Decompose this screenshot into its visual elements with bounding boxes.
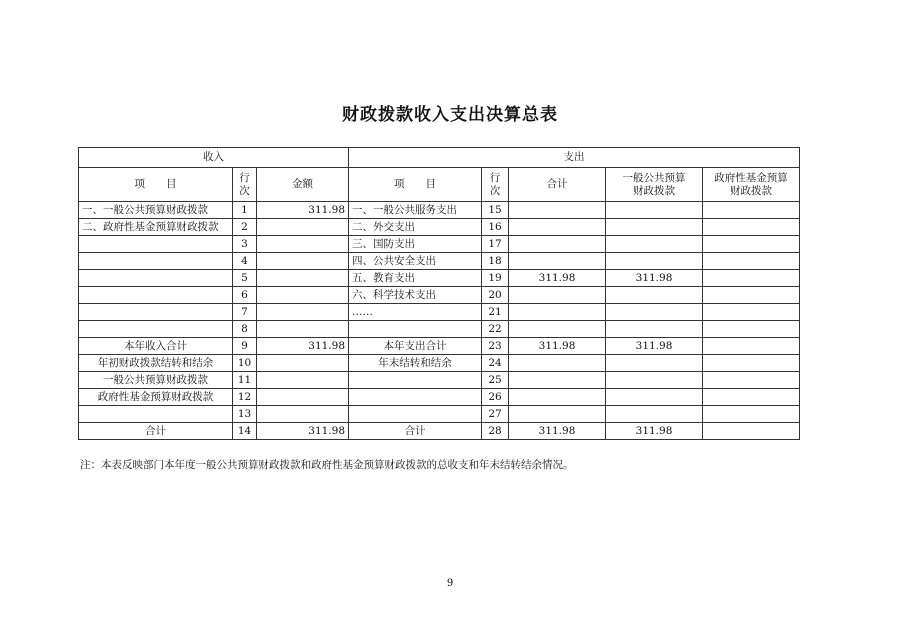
income-amount-cell: 311.98 (257, 202, 349, 219)
fund-budget-cell (703, 236, 800, 253)
table-row (79, 219, 800, 236)
expense-row-no-cell: 25 (482, 372, 509, 389)
income-item-cell: 本年收入合计 (79, 338, 233, 355)
general-budget-cell (606, 372, 703, 389)
income-item-header: 项 目 (79, 168, 233, 202)
page-title: 财政拨款收入支出决算总表 (342, 105, 558, 125)
general-budget-header (606, 168, 703, 202)
expense-row-no-cell: 27 (482, 406, 509, 423)
general-budget-cell (606, 219, 703, 236)
income-amount-cell (257, 304, 349, 321)
income-amount-cell (257, 321, 349, 338)
income-item-cell (79, 270, 233, 287)
income-item-cell: 年初财政拨款结转和结余 (79, 355, 233, 372)
table-row (79, 372, 800, 389)
income-item-cell (79, 253, 233, 270)
income-row-no-cell: 3 (233, 236, 257, 253)
fund-budget-cell (703, 219, 800, 236)
general-budget-cell (606, 406, 703, 423)
expense-total-cell (509, 355, 606, 372)
general-budget-cell (606, 321, 703, 338)
expense-item-cell: 一、一般公共服务支出 (349, 202, 482, 219)
table-row (79, 202, 800, 219)
expense-item-header: 项 目 (349, 168, 482, 202)
general-budget-cell: 311.98 (606, 338, 703, 355)
expense-item-cell: 四、公共安全支出 (349, 253, 482, 270)
income-item-cell: 二、政府性基金预算财政拨款 (79, 219, 233, 236)
fund-budget-cell (703, 253, 800, 270)
fund-budget-cell (703, 389, 800, 406)
expense-row-no-cell: 15 (482, 202, 509, 219)
expense-total-cell (509, 372, 606, 389)
expense-row-no-cell: 18 (482, 253, 509, 270)
expense-item-cell: 五、教育支出 (349, 270, 482, 287)
fund-budget-cell (703, 355, 800, 372)
expense-total-cell: 311.98 (509, 423, 606, 440)
table-row (79, 423, 800, 440)
expense-item-cell (349, 389, 482, 406)
expense-total-cell (509, 236, 606, 253)
expense-total-cell: 311.98 (509, 270, 606, 287)
expense-item-cell: 二、外交支出 (349, 219, 482, 236)
income-row-no-header (233, 168, 257, 202)
table-row (79, 406, 800, 423)
general-budget-cell (606, 389, 703, 406)
income-amount-cell (257, 287, 349, 304)
expense-row-no-cell: 28 (482, 423, 509, 440)
general-budget-cell (606, 304, 703, 321)
table-row (79, 338, 800, 355)
expense-item-cell: 本年支出合计 (349, 338, 482, 355)
general-budget-cell (606, 236, 703, 253)
expense-item-cell (349, 321, 482, 338)
table-row (79, 304, 800, 321)
expense-row-no-cell: 20 (482, 287, 509, 304)
income-row-no-cell: 11 (233, 372, 257, 389)
page-number: 9 (446, 578, 454, 589)
income-amount-cell (257, 270, 349, 287)
income-amount-cell (257, 236, 349, 253)
expense-row-no-cell: 16 (482, 219, 509, 236)
income-amount-cell (257, 253, 349, 270)
income-row-no-cell: 5 (233, 270, 257, 287)
table-row (79, 321, 800, 338)
expense-row-no-cell: 26 (482, 389, 509, 406)
expense-item-cell: 年末结转和结余 (349, 355, 482, 372)
expense-total-cell: 311.98 (509, 338, 606, 355)
table-row (79, 389, 800, 406)
fund-budget-cell (703, 406, 800, 423)
header-row-columns (79, 168, 800, 202)
general-budget-cell (606, 253, 703, 270)
income-row-no-cell: 4 (233, 253, 257, 270)
fund-budget-cell (703, 372, 800, 389)
header-row-sections (79, 148, 800, 168)
expense-total-cell (509, 219, 606, 236)
expense-total-cell (509, 389, 606, 406)
expense-row-no-cell: 17 (482, 236, 509, 253)
table-row (79, 253, 800, 270)
fund-budget-header-top: 政府性基金预算 (714, 171, 788, 184)
income-amount-cell (257, 219, 349, 236)
expense-row-no-cell: 23 (482, 338, 509, 355)
income-row-no-cell: 12 (233, 389, 257, 406)
income-item-cell: 政府性基金预算财政拨款 (79, 389, 233, 406)
expense-row-no-cell: 22 (482, 321, 509, 338)
table-row (79, 355, 800, 372)
income-row-no-cell: 14 (233, 423, 257, 440)
income-row-no-cell: 2 (233, 219, 257, 236)
expense-total-cell (509, 287, 606, 304)
expense-item-cell: …… (349, 304, 482, 321)
fund-budget-cell (703, 338, 800, 355)
income-item-cell (79, 287, 233, 304)
table-row (79, 287, 800, 304)
income-row-no-cell: 7 (233, 304, 257, 321)
fund-budget-cell (703, 287, 800, 304)
expense-total-header: 合计 (509, 168, 606, 202)
general-budget-cell (606, 355, 703, 372)
income-amount-cell (257, 372, 349, 389)
row-no-top: 行 (239, 171, 250, 184)
income-amount-cell: 311.98 (257, 423, 349, 440)
expense-total-cell (509, 304, 606, 321)
income-item-cell (79, 321, 233, 338)
expense-section-header: 支出 (349, 148, 800, 168)
expense-row-no-cell: 24 (482, 355, 509, 372)
row-no-bottom: 次 (489, 184, 501, 197)
expense-item-cell (349, 372, 482, 389)
income-item-cell: 一、一般公共预算财政拨款 (79, 202, 233, 219)
row-no-top: 行 (489, 171, 501, 184)
expense-row-no-cell: 19 (482, 270, 509, 287)
general-budget-header-bottom: 财政拨款 (633, 184, 676, 197)
income-row-no-cell: 8 (233, 321, 257, 338)
expense-total-cell (509, 253, 606, 270)
expense-total-cell (509, 406, 606, 423)
expense-item-cell: 三、国防支出 (349, 236, 482, 253)
general-budget-cell (606, 287, 703, 304)
table-row (79, 270, 800, 287)
fund-budget-cell (703, 270, 800, 287)
income-row-no-cell: 9 (233, 338, 257, 355)
income-section-header: 收入 (79, 148, 349, 168)
income-row-no-cell: 13 (233, 406, 257, 423)
table-row (79, 236, 800, 253)
income-item-cell (79, 236, 233, 253)
fund-budget-header (703, 168, 800, 202)
income-row-no-cell: 10 (233, 355, 257, 372)
fund-budget-cell (703, 321, 800, 338)
fund-budget-cell (703, 304, 800, 321)
table-note: 注：本表反映部门本年度一般公共预算财政拨款和政府性基金预算财政拨款的总收支和年末结转结余情况。 (80, 459, 574, 471)
expense-item-cell: 六、科学技术支出 (349, 287, 482, 304)
expense-total-cell (509, 321, 606, 338)
income-item-cell: 合计 (79, 423, 233, 440)
expense-item-cell: 合计 (349, 423, 482, 440)
general-budget-cell: 311.98 (606, 423, 703, 440)
general-budget-cell (606, 202, 703, 219)
income-amount-cell (257, 389, 349, 406)
income-amount-cell (257, 355, 349, 372)
fund-budget-cell (703, 202, 800, 219)
general-budget-cell: 311.98 (606, 270, 703, 287)
budget-summary-table (78, 147, 800, 440)
income-amount-cell: 311.98 (257, 338, 349, 355)
income-row-no-cell: 1 (233, 202, 257, 219)
income-item-cell (79, 304, 233, 321)
income-amount-header: 金额 (257, 168, 349, 202)
income-item-cell (79, 406, 233, 423)
income-row-no-cell: 6 (233, 287, 257, 304)
row-no-bottom: 次 (239, 184, 250, 197)
fund-budget-cell (703, 423, 800, 440)
income-item-cell: 一般公共预算财政拨款 (79, 372, 233, 389)
expense-item-cell (349, 406, 482, 423)
expense-row-no-header (482, 168, 509, 202)
general-budget-header-top: 一般公共预算 (622, 171, 686, 184)
income-amount-cell (257, 406, 349, 423)
expense-total-cell (509, 202, 606, 219)
expense-row-no-cell: 21 (482, 304, 509, 321)
fund-budget-header-bottom: 财政拨款 (730, 184, 773, 197)
